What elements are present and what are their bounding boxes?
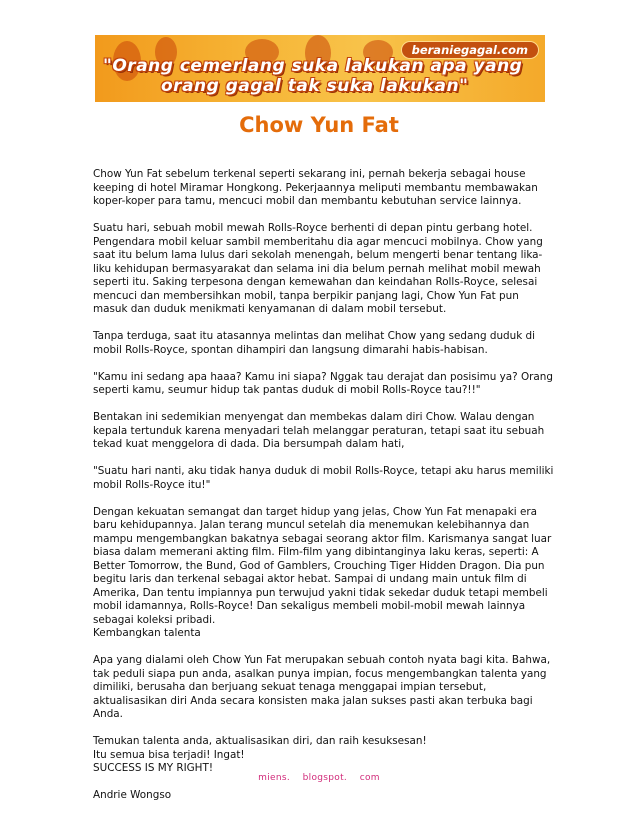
slogan-line-2: orang gagal tak suka lakukan" bbox=[161, 76, 469, 96]
paragraph-9: Temukan talenta anda, aktualisasikan diri, dan raih kesuksesan! Itu semua bisa terjadi! Ingat! SUCCESS IS MY RIGHT! bbox=[93, 735, 427, 774]
article-body bbox=[93, 168, 555, 816]
slogan-line-1: "Orang cemerlang suka lakukan apa yang bbox=[103, 56, 523, 76]
header-banner bbox=[95, 35, 545, 102]
paragraph-3: Tanpa terduga, saat itu atasannya melintas dan melihat Chow yang sedang duduk di mobil Rolls-Royce, spontan dihampiri dan langsung dimarahi habis-habisan. bbox=[93, 330, 536, 356]
paragraph-8: Apa yang dialami oleh Chow Yun Fat merupakan sebuah contoh nyata bagi kita. Bahwa, tak peduli siapa pun anda, asalkan punya impian, focus mengembangkan talenta yang dimiliki, berusaha dan berjuang sekuat tenaga menggapai impian tersebut, aktualisasikan diri Anda secara konsisten maka jalan sukses pasti akan terbuka bagi Anda. bbox=[93, 654, 551, 720]
paragraph-6: "Suatu hari nanti, aku tidak hanya duduk di mobil Rolls-Royce, tetapi aku harus memiliki mobil Rolls-Royce itu!" bbox=[93, 465, 554, 491]
paragraph-5: Bentakan ini sedemikian menyengat dan membekas dalam diri Chow. Walau dengan kepala tertunduk karena menyadari telah melanggar peraturan, tetapi saat itu sebuah tekad kuat menggelora di dada. Dia bersumpah dalam hati, bbox=[93, 411, 545, 450]
paragraph-4: "Kamu ini sedang apa haaa? Kamu ini siapa? Nggak tau derajat dan posisimu ya? Orang seperti kamu, seumur hidup tak pantas duduk di mobil Rolls-Royce tau?!!" bbox=[93, 370, 553, 396]
author-name: Andrie Wongso bbox=[93, 789, 172, 801]
paragraph-1: Chow Yun Fat sebelum terkenal seperti sekarang ini, pernah bekerja sebagai house keeping di hotel Miramar Hongkong. Pekerjaannya meliputi membantu membawakan koper-koper para tamu, mencuci mobil dan membantu kebutuhan service lainnya. bbox=[93, 168, 538, 207]
site-logo: beraniegagal.com bbox=[401, 41, 539, 59]
banner-slogan bbox=[103, 56, 543, 96]
paragraph-2: Suatu hari, sebuah mobil mewah Rolls-Royce berhenti di depan pintu gerbang hotel. Pengendara mobil keluar sambil memberitahu dia agar mencuci mobilnya. Chow yang saat itu belum lama lulus dari sekolah menengah, belum mengerti benar tentang lika-liku kehidupan bermasyarakat dan selama ini dia belum pernah melihat mobil mewah seperti itu. Saking terpesona dengan kemewahan dan keindahan Rolls-Royce, selesai mencuci dan membersihkan mobil, tanpa berpikir panjang lagi, Chow Yun Fat pun masuk dan duduk menikmati kenyamanan di dalam mobil tersebut. bbox=[93, 222, 543, 315]
footer-url[interactable]: miens. blogspot. com bbox=[258, 773, 380, 783]
paragraph-7: Dengan kekuatan semangat dan target hidup yang jelas, Chow Yun Fat menapaki era baru kehidupannya. Jalan terang muncul setelah dia menemukan kelebihannya dan mampu mengembangkan bakatnya sebagai seorang aktor film. Karismanya sangat luar biasa dalam memerani akting film. Film-film yang dibintanginya laku keras, seperti: A Better Tomorrow, the Bund, God of Gamblers, Crouching Tiger Hidden Dragon. Dia pun begitu laris dan terkenal sebagai aktor hebat. Sampai di undang main untuk film di Amerika, Dan tentu impiannya pun terwujud yakni tidak sekedar duduk tetapi membeli mobil idamannya, Rolls-Royce! Dan sekaligus membeli mobil-mobil mewah lainnya sebagai koleksi pribadi. Kembangkan talenta bbox=[93, 505, 552, 639]
page-title: Chow Yun Fat bbox=[239, 113, 399, 137]
